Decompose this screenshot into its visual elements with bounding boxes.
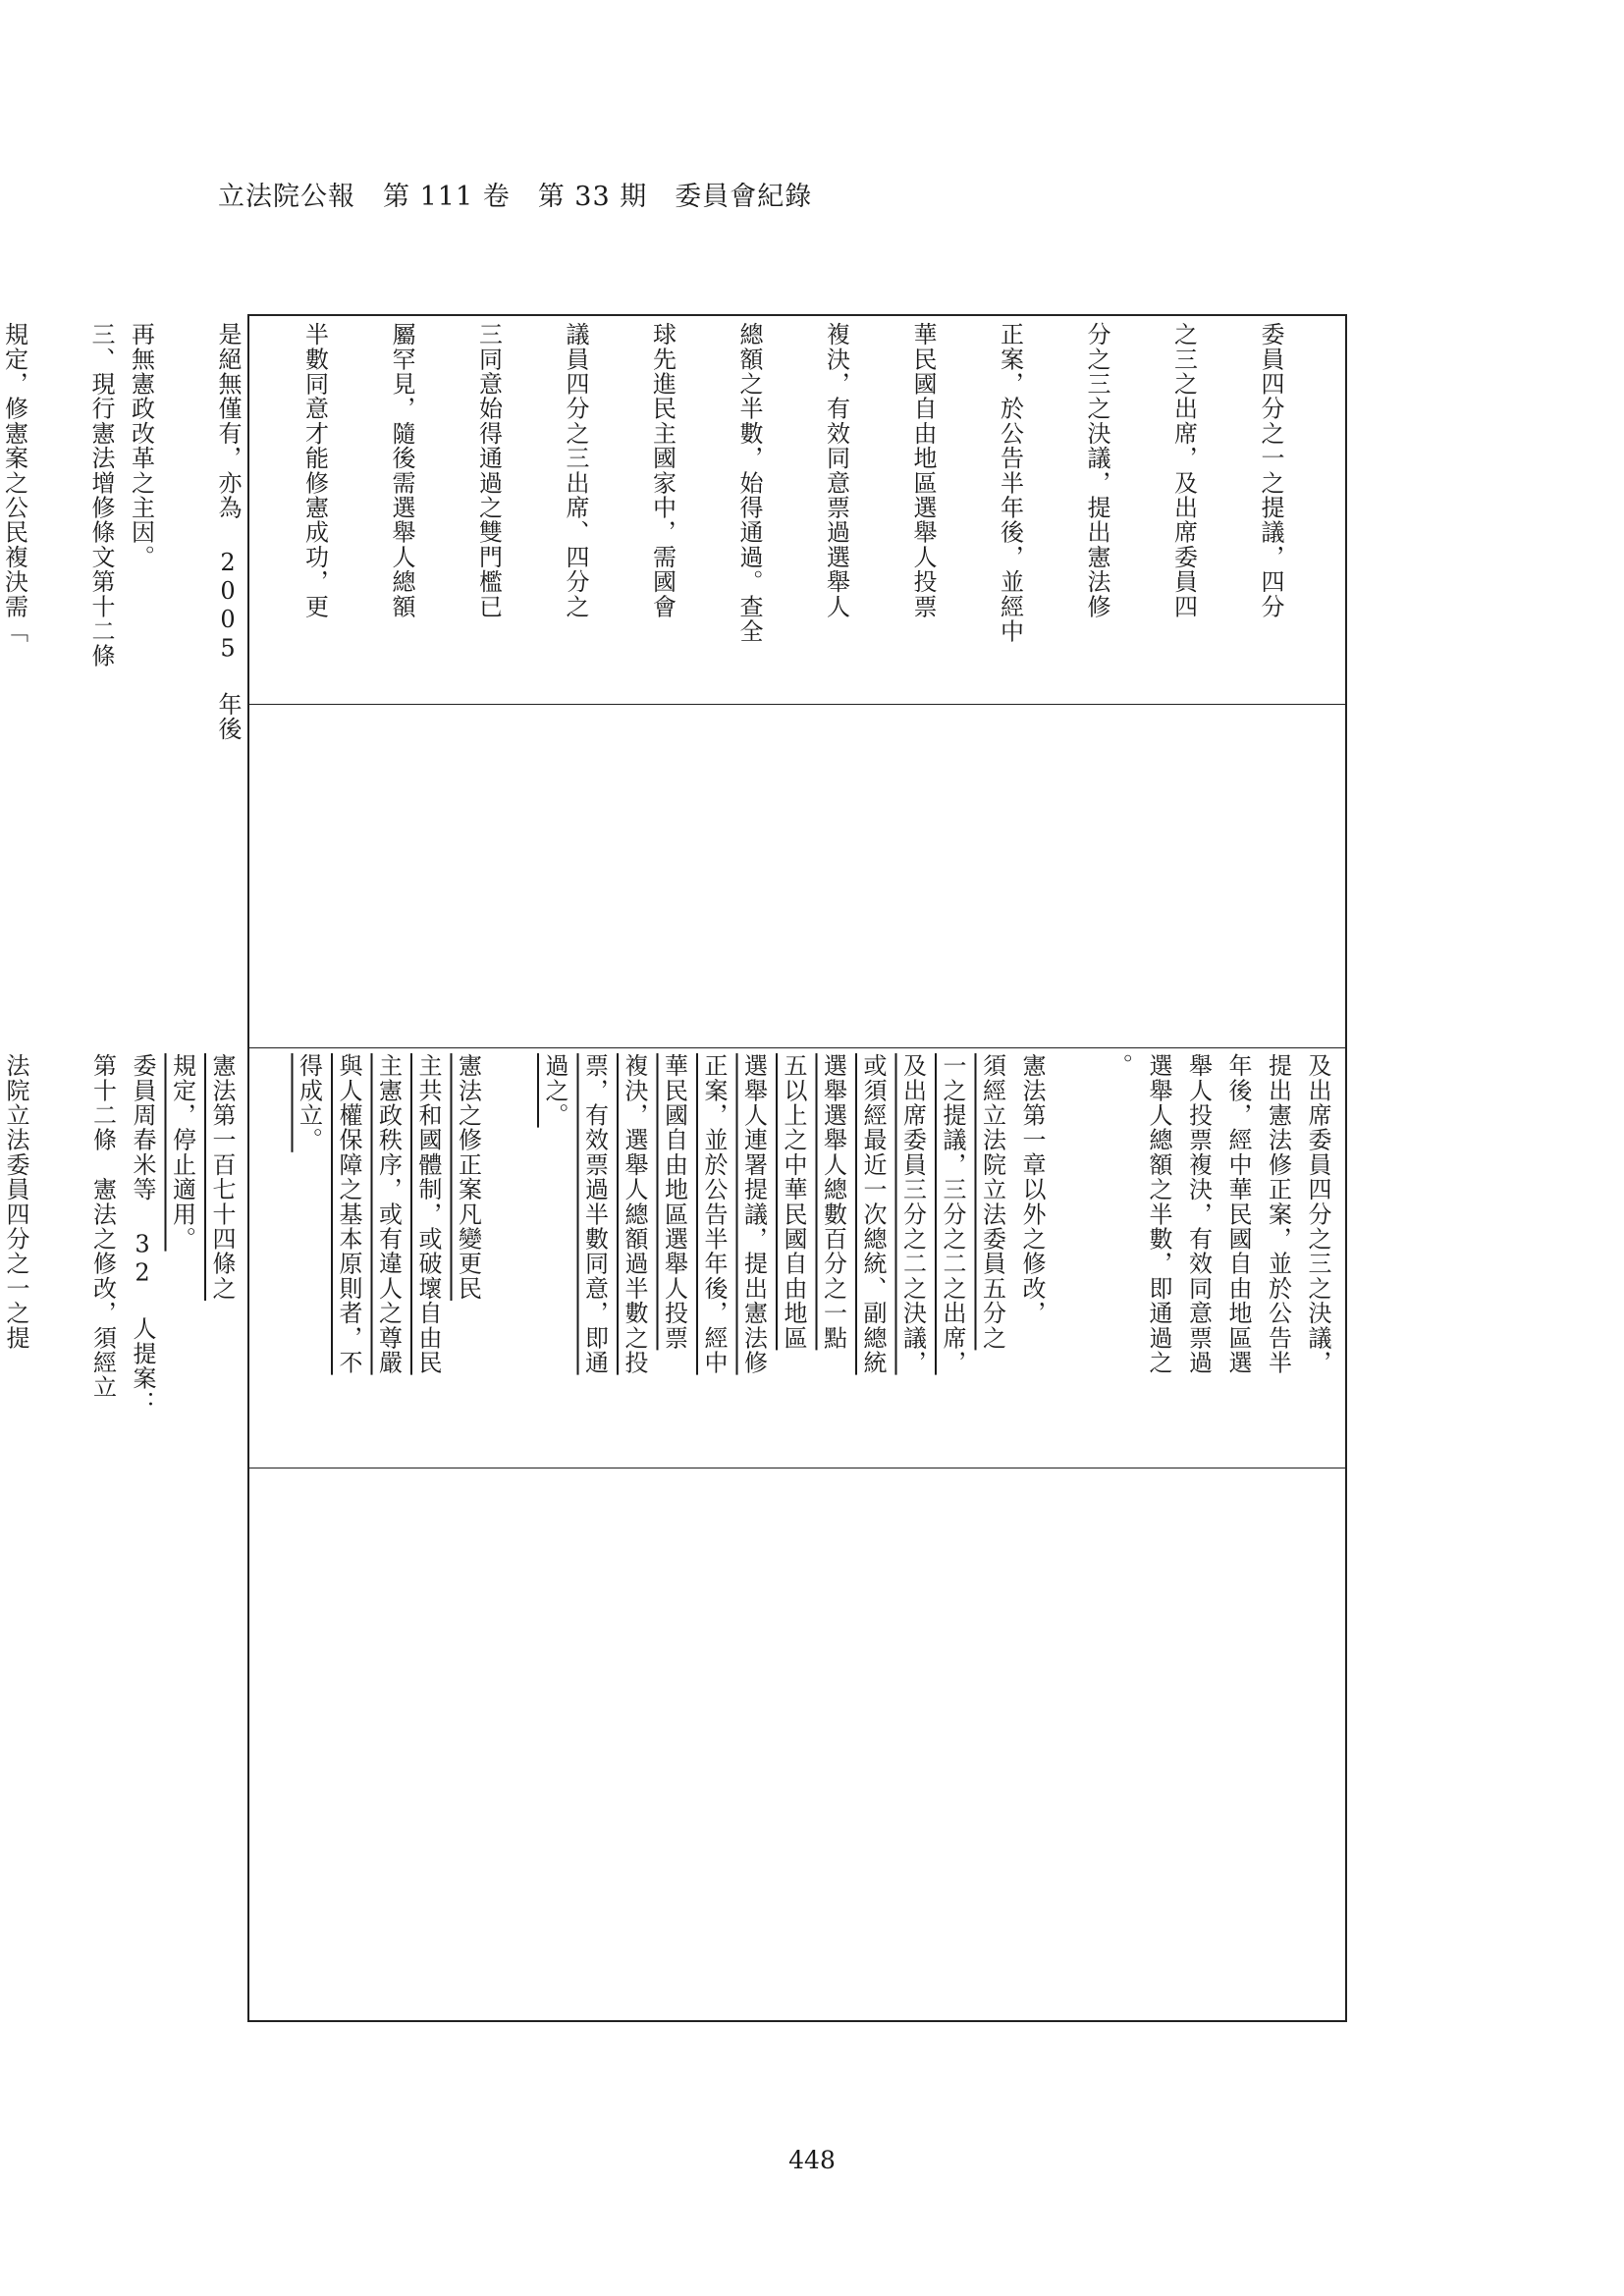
text-line: 法院立法委員四分之一之提: [2, 1053, 29, 1351]
text-line: 議員四分之三出席、四分之: [562, 322, 589, 619]
article-text-column: [2, 1047, 1345, 1468]
text-line: 。: [1105, 1053, 1133, 1079]
text-line: 半數同意才能修憲成功，更: [300, 322, 329, 619]
text-line: 總額之半數，始得通過。查全: [735, 322, 763, 644]
amended-text-line: 票，有效票過半數同意，即通: [580, 1053, 609, 1375]
amended-text-line: 華民國自由地區選舉人投票: [660, 1053, 688, 1351]
amended-text-line: 或須經最近一次總統、副總統: [859, 1053, 887, 1375]
text-line: 屬罕見，隨後需選舉人總額: [388, 322, 415, 619]
text-line: 規定，修憲案之公民複決需「: [0, 322, 28, 644]
amended-text-line: 憲法第一百七十四條之: [208, 1053, 236, 1301]
proposal-heading: 委員周春米等 32 人提案：: [129, 1053, 156, 1415]
amended-text-line: 五以上之中華民國自由地區: [780, 1053, 807, 1351]
text-line: 是絕無僅有，亦為 2005 年後: [214, 322, 242, 742]
text-line: 華民國自由地區選舉人投票: [909, 322, 937, 619]
amended-text-line: 選舉選舉人總數百分之一點: [819, 1053, 847, 1351]
amended-text-line: 主憲政秩序，或有違人之尊嚴: [374, 1053, 403, 1375]
amended-text-line: 得成立。: [295, 1053, 323, 1152]
amended-text-line: 正案，並於公告半年後，經中: [700, 1053, 728, 1375]
text-line: 正案，於公告半年後，並經中: [996, 322, 1024, 644]
text-line: 複決，有效同意票過選舉人: [822, 322, 850, 619]
comparison-table: [0, 314, 1347, 2022]
text-line: 再無憲政改革之主因。: [127, 322, 155, 569]
text-line: 三同意始得通過之雙門檻已: [474, 322, 503, 619]
text-line: 分之三之決議，提出憲法修: [1083, 322, 1110, 619]
text-line: 憲法第一章以外之修改，: [1018, 1053, 1046, 1326]
text-line: 三、現行憲法增修條文第十二條: [87, 322, 115, 668]
text-line: 及出席委員四分之三之決議，: [1304, 1053, 1331, 1375]
amended-text-line: 選舉人連署提議，提出憲法修: [739, 1053, 768, 1375]
amended-text-line: 一之提議，三分之二之出席，: [939, 1053, 966, 1375]
amended-text-line: 主共和國體制，或破壞自由民: [414, 1053, 442, 1375]
gazette-header: 立法院公報 第 111 卷 第 33 期 委員會紀錄: [218, 182, 813, 212]
text-line: 年後，經中華民國自由地區選: [1224, 1053, 1252, 1375]
text-line: 第十二條 憲法之修改，須經立: [88, 1053, 117, 1400]
page-number: 448: [788, 2146, 836, 2174]
text-line: 舉人投票複決，有效同意票過: [1184, 1053, 1213, 1375]
amended-text-line: 憲法之修正案凡變更民: [454, 1053, 482, 1301]
amended-text-line: 與人權保障之基本原則者，不: [335, 1053, 362, 1375]
text-line: 委員四分之一之提議，四分: [1257, 322, 1284, 619]
row-divider: [249, 704, 1345, 705]
text-line: 球先進民主國家中，需國會: [648, 322, 677, 619]
text-line: 之三之出席，及出席委員四: [1169, 322, 1198, 619]
explanation-text-column: [0, 316, 1345, 742]
amended-text-line: 複決，選舉人總額過半數之投: [621, 1053, 648, 1375]
text-line: 選舉人總額之半數，即通過之: [1145, 1053, 1172, 1375]
amended-text-line: 須經立法院立法委員五分之: [978, 1053, 1006, 1351]
text-line: 提出憲法修正案，並於公告半: [1264, 1053, 1292, 1375]
amended-text-line: 及出席委員三分之二之決議，: [898, 1053, 927, 1375]
amended-text-line: 規定，停止適用。: [168, 1053, 196, 1252]
amended-text-line: 過之。: [541, 1053, 568, 1128]
